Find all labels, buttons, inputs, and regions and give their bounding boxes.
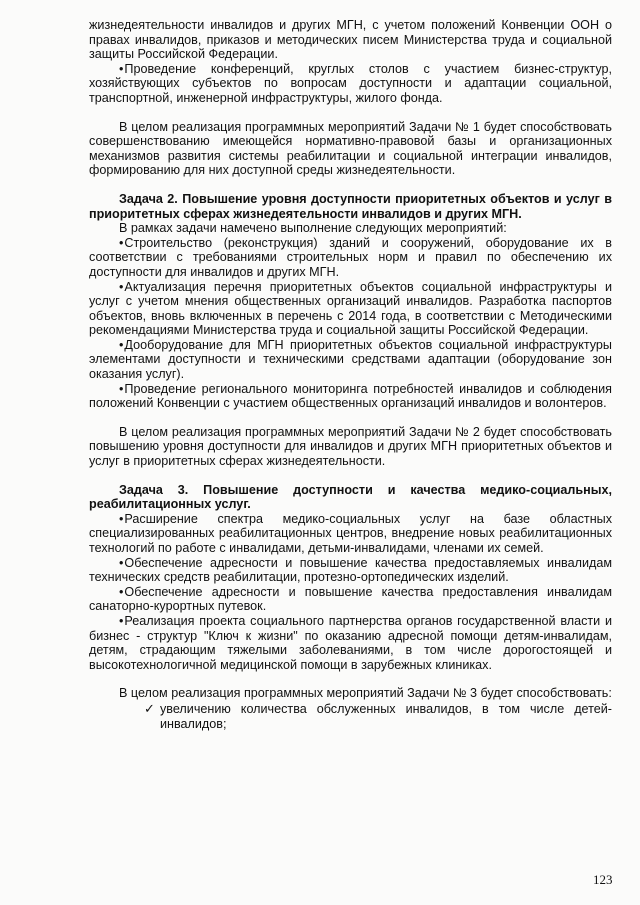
bullet-sanatorium: • Обеспечение адресности и повышение качества предоставления инвалидам санаторно-курортных путевок. (89, 585, 612, 614)
page-number: 123 (593, 872, 613, 887)
task1-summary: В целом реализация программных мероприятий Задачи № 1 будет способствовать совершенствованию имеющейся нормативно-правовой базы и организационных механизмов развития системы реабилитации и социальной интеграции инвалидов, формированию для них доступной среды жизнедеятельности. (89, 119, 612, 178)
task3-summary: В целом реализация программных мероприятий Задачи № 3 будет способствовать: (119, 686, 612, 701)
bullet-conferences: • Проведение конференций, круглых столов с участием бизнес-структур, хозяйствующих субъектов по вопросам доступности и адаптации социальной, транспортной, инженерной инфраструктуры, жилого фонда. (89, 62, 612, 106)
spacer (89, 411, 612, 425)
bullet-monitoring: • Проведение регионального мониторинга потребностей инвалидов и соблюдения положений Конвенции с участием общественных организаций инвалидов и волонтеров. (89, 382, 612, 411)
bullet-priority-objects: • Актуализация перечня приоритетных объектов социальной инфраструктуры и услуг с учетом мнения общественных организаций инвалидов. Разработка паспортов объектов, вновь включенных в перечень с 2014 года, в соответствии с Методическими рекомендациями Министерства труда и социальной защиты Российской Федерации. (89, 280, 612, 338)
task2-summary: В целом реализация программных мероприятий Задачи № 2 будет способствовать повышению уровня доступности для инвалидов и других МГН приоритетных объектов и услуг в приоритетных сферах жизнедеятельности. (89, 424, 612, 469)
check-list-item (144, 702, 612, 731)
task2-intro: В рамках задачи намечено выполнение следующих мероприятий: (119, 221, 507, 236)
bullet-key-to-life: • Реализация проекта социального партнерства органов государственной власти и бизнес - структур "Ключ к жизни" по оказанию адресной помощи детям-инвалидам, детям, страдающим тяжелыми заболеваниями, в том числе дорогостоящей и высокотехнологичной медицинской помощи в зарубежных клиниках. (89, 614, 612, 672)
spacer (89, 672, 612, 686)
spacer (89, 469, 612, 483)
paragraph-1: жизнедеятельности инвалидов и других МГН, с учетом положений Конвенции ООН о правах инвалидов, приказов и методических писем Министерства труда и социальной защиты Российской Федерации. (89, 18, 612, 62)
check-mark-icon: ✓ (144, 700, 155, 716)
spacer (89, 106, 612, 120)
task2-heading: Задача 2. Повышение уровня доступности приоритетных объектов и услуг в приоритетных сферах жизнедеятельности инвалидов и других МГН. (89, 191, 612, 221)
task3-heading: Задача 3. Повышение доступности и качества медико-социальных, реабилитационных услуг. (89, 482, 612, 512)
page-body (89, 18, 612, 731)
bullet-equipment: • Дооборудование для МГН приоритетных объектов социальной инфраструктуры элементами доступности и техническими средствами адаптации (оборудование зон оказания услуг). (89, 338, 612, 382)
check-item-text: увеличению количества обслуженных инвалидов, в том числе детей-инвалидов; (160, 701, 612, 731)
bullet-medical-services: • Расширение спектра медико-социальных услуг на базе областных специализированных реабилитационных центров, внедрение новых реабилитационных технологий по работе с инвалидами, детьми-инвалидами, членами их семей. (89, 512, 612, 556)
bullet-rehab-means: • Обеспечение адресности и повышение качества предоставляемых инвалидам технических средств реабилитации, протезно-ортопедических изделий. (89, 556, 612, 585)
bullet-construction: • Строительство (реконструкция) зданий и сооружений, оборудование их в соответствии с требованиями строительных норм и правил по обеспечению их доступности для инвалидов и других МГН. (89, 236, 612, 280)
spacer (89, 178, 612, 192)
